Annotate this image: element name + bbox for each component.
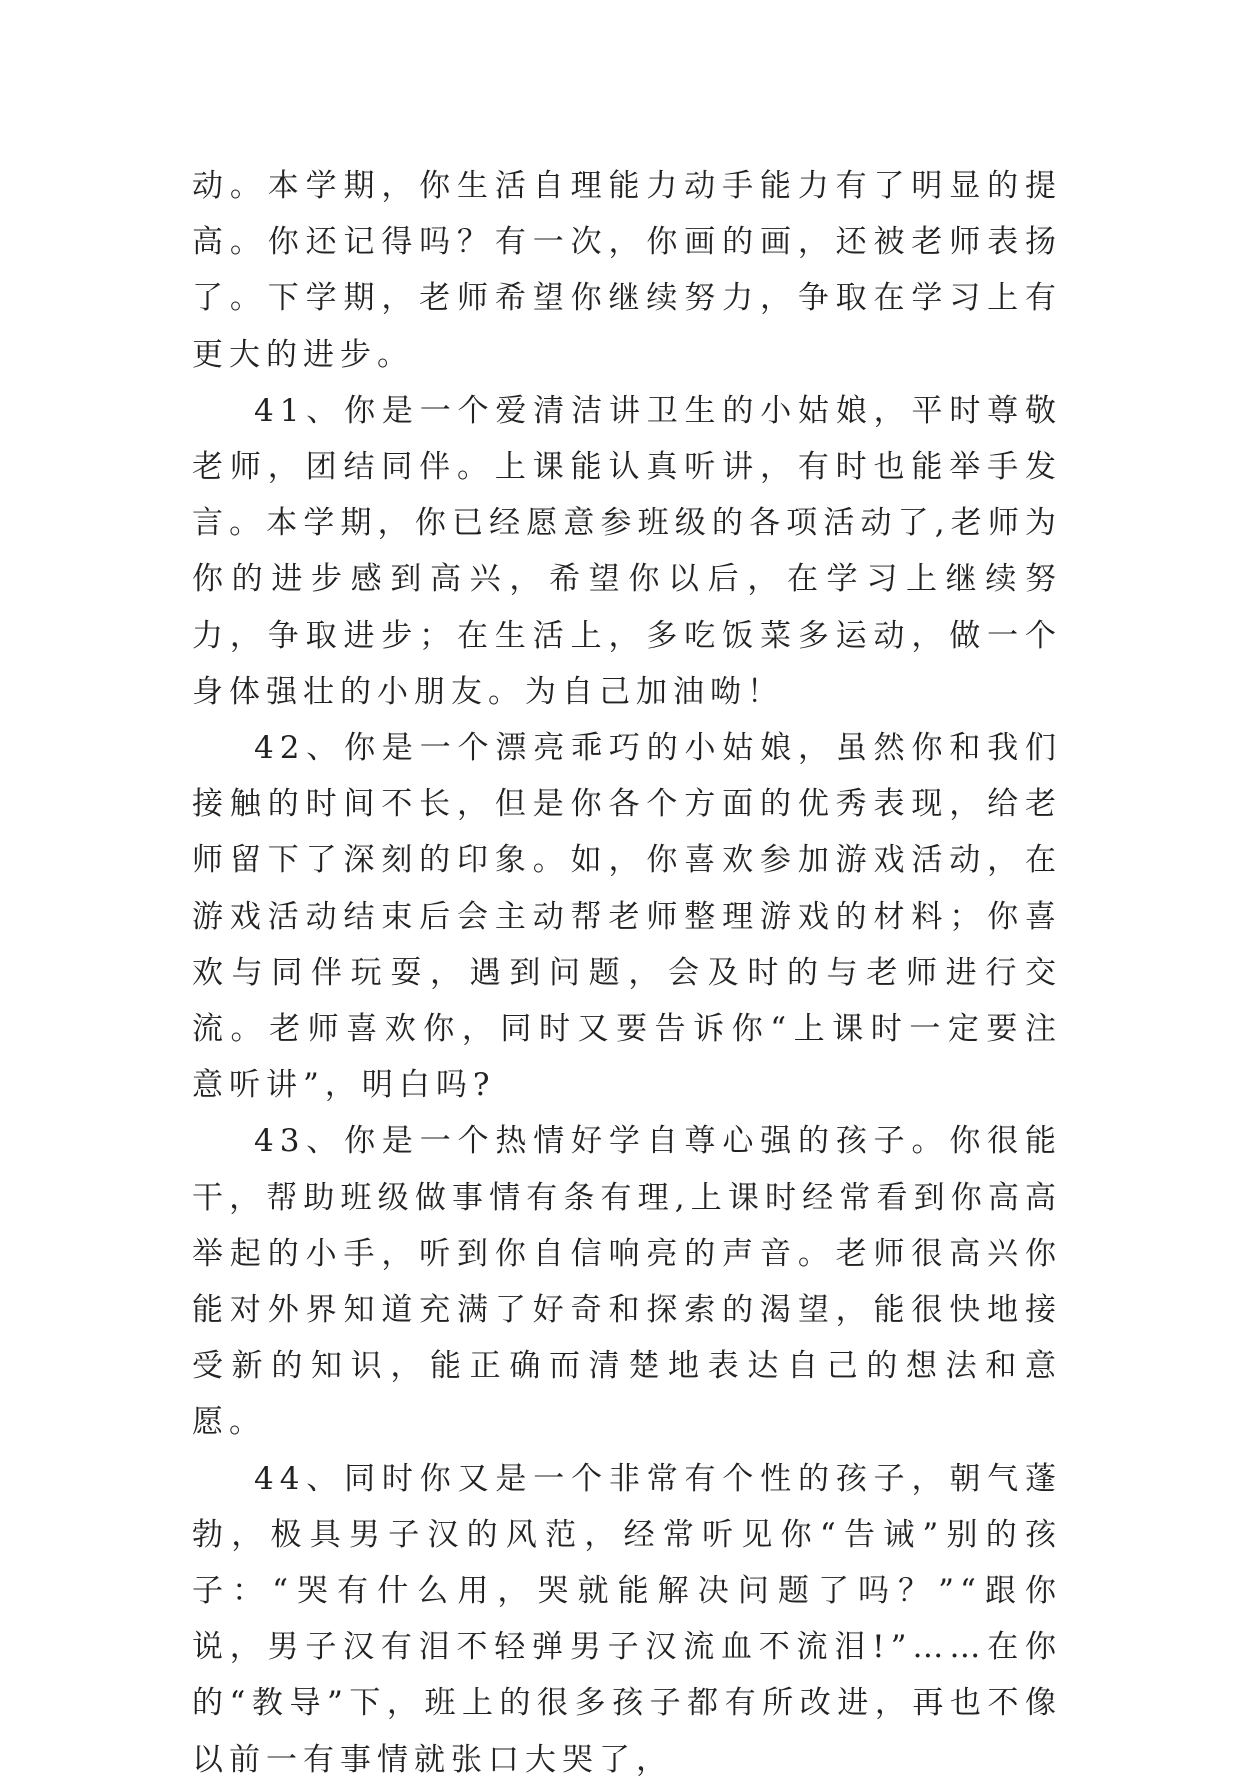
document-body [192,158,1062,1788]
paragraph-44: 44、同时你又是一个非常有个性的孩子，朝气蓬勃，极具男子汉的风范，经常听见你“告诫”别的孩子：“哭有什么用，哭就能解决问题了吗？”“跟你说，男子汉有泪不轻弹男子汉流血不流泪!”……在你的“教导”下，班上的很多孩子都有所改进，再也不像以前一有事情就张口大哭了， [192,1460,1062,1778]
paragraph-continuation: 动。本学期，你生活自理能力动手能力有了明显的提高。你还记得吗？有一次，你画的画，还被老师表扬了。下学期，老师希望你继续努力，争取在学习上有更大的进步。 [192,168,1062,373]
paragraph-42: 42、你是一个漂亮乖巧的小姑娘，虽然你和我们接触的时间不长，但是你各个方面的优秀表现，给老师留下了深刻的印象。如，你喜欢参加游戏活动，在游戏活动结束后会主动帮老师整理游戏的材料；你喜欢与同伴玩耍，遇到问题，会及时的与老师进行交流。老师喜欢你，同时又要告诉你“上课时一定要注意听讲”，明白吗? [192,730,1062,1104]
paragraph-41: 41、你是一个爱清洁讲卫生的小姑娘，平时尊敬老师，团结同伴。上课能认真听讲，有时也能举手发言。本学期，你已经愿意参班级的各项活动了,老师为你的进步感到高兴，希望你以后，在学习上继续努力，争取进步；在生活上，多吃饭菜多运动，做一个身体强壮的小朋友。为自己加油呦！ [192,392,1062,710]
paragraph-43: 43、你是一个热情好学自尊心强的孩子。你很能干，帮助班级做事情有条有理,上课时经常看到你高高举起的小手，听到你自信响亮的声音。老师很高兴你能对外界知道充满了好奇和探索的渴望，能很快地接受新的知识，能正确而清楚地表达自己的想法和意愿。 [192,1123,1062,1441]
